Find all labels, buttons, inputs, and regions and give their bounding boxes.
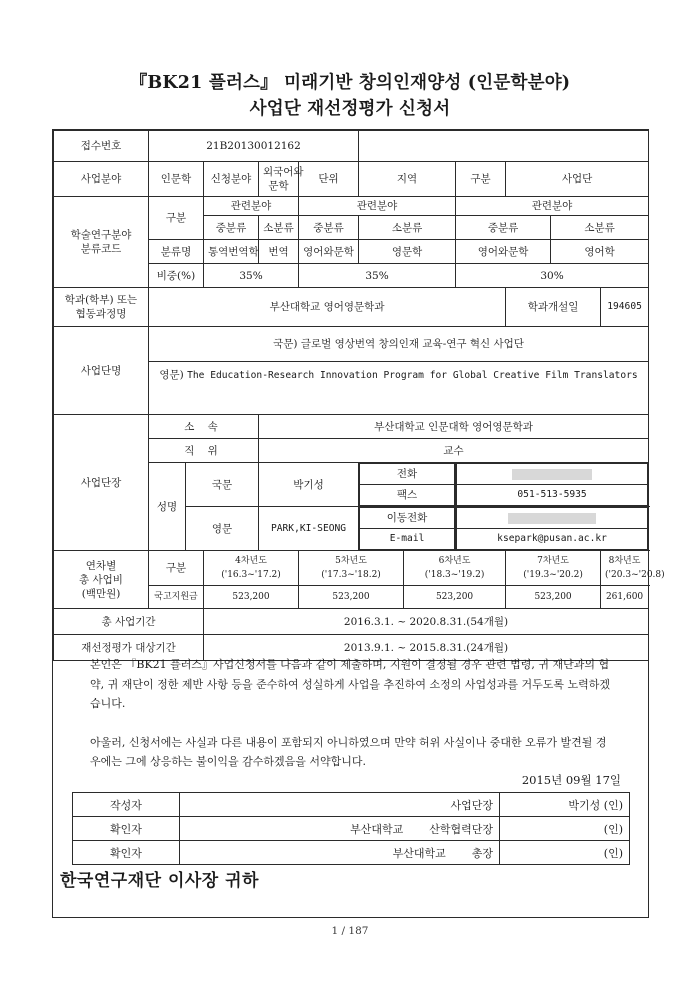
total-period-label: 총 사업기간: [54, 609, 204, 635]
director-affiliation-row: [54, 415, 649, 439]
contact-values-bottom: [456, 507, 649, 551]
signature-role-inner-3: [186, 845, 493, 861]
mid-class-label-3: 중분류: [456, 216, 551, 240]
research-group-header-2: 관련분야: [299, 197, 456, 216]
signature-role-label-2: 확인자: [73, 817, 180, 841]
position-value: 교수: [259, 439, 649, 463]
addressee: 한국연구재단 이사장 귀하: [60, 871, 259, 891]
eval-period-label: 재선정평가 대상기간: [54, 635, 204, 661]
sub-class-value-2: 영문학: [359, 240, 456, 264]
budget-year-2: 5차년도 ('17.3~'18.2): [299, 551, 404, 586]
weight-value-3: 30%: [456, 264, 649, 288]
signature-row: [73, 841, 630, 865]
name-korean-label: 국문: [186, 463, 259, 507]
budget-label: 연차별 총 사업비 (백만원): [54, 551, 149, 609]
program-name-english: 영문) The Education-Research Innovation Program for Global Creative Film Translators: [149, 362, 649, 415]
field-value: 인문학: [149, 162, 204, 197]
budget-header-row: [54, 551, 649, 586]
signature-role-1: [180, 793, 500, 817]
mobile-label: 이동전화: [360, 508, 455, 529]
eval-period-value: 2013.9.1. ~ 2015.8.31.(24개월): [204, 635, 649, 661]
signature-role-inner-1: [186, 797, 493, 813]
budget-amount-3: 523,200: [404, 586, 506, 609]
department-open-date-value: 194605: [601, 288, 649, 327]
budget-division-header: 구분: [149, 551, 204, 586]
title-line-2: 사업단 재선정평가 신청서: [249, 99, 451, 119]
field-row: [54, 162, 649, 197]
signature-org-2: 부산대학교: [350, 822, 404, 836]
receipt-label: 접수번호: [54, 131, 149, 162]
contact-labels-bottom: [359, 507, 456, 551]
signature-title-2: 산학협력단장: [429, 822, 493, 836]
mid-class-value-3: 영어와문학: [456, 240, 551, 264]
name-english-label: 영문: [186, 507, 259, 551]
pledge-paragraph-1: 본인은 『BK21 플러스』사업신청서를 다음과 같이 제출하며, 지원이 결정될 경우 관련 법령, 귀 재단과의 협약, 귀 재단이 정한 제반 사항 등을 준수하여 성실하게 사업을 추진하여 소정의 사업성과를 거두도록 노력하겠습니다.: [90, 658, 610, 710]
mid-class-value-1: 통역번역학: [204, 240, 259, 264]
research-division-header: 구분: [149, 197, 204, 240]
sub-class-label-3: 소분류: [551, 216, 649, 240]
signature-row: [73, 793, 630, 817]
program-name-korean: 국문) 글로벌 영상번역 창의인재 교육-연구 혁신 사업단: [149, 327, 649, 362]
group-label: 사업단: [506, 162, 649, 197]
research-code-label: 학술연구분야 분류코드: [54, 197, 149, 288]
department-open-date-label: 학과개설일: [506, 288, 601, 327]
page-footer: 1 / 187: [331, 925, 369, 937]
signature-role-inner-2: [186, 821, 493, 837]
apply-field-value: 외국어와 문학: [259, 162, 299, 197]
budget-year-5: 8차년도 ('20.3~'20.8): [601, 551, 649, 586]
fax-label: 팩스: [360, 485, 455, 506]
unit-label: 단위: [299, 162, 359, 197]
signature-table: [72, 792, 630, 865]
signature-name-1[interactable]: 박기성 (인): [500, 793, 630, 817]
weight-value-2: 35%: [299, 264, 456, 288]
total-period-row: [54, 609, 649, 635]
receipt-empty: [359, 131, 649, 162]
region-label: 지역: [359, 162, 456, 197]
program-name-english-value: The Education-Research Innovation Program for Global Creative Film Translators: [187, 370, 638, 381]
fax-value: 051-513-5935: [457, 485, 648, 506]
email-value: ksepark@pusan.ac.kr: [457, 529, 648, 550]
position-label: 직 위: [149, 439, 259, 463]
phone-label: 전화: [360, 464, 455, 485]
pledge-paragraph-2: 아울러, 신청서에는 사실과 다른 내용이 포함되지 아니하였으며 만약 허위 사실이나 중대한 오류가 발견될 경우에는 그에 상응하는 불이익을 감수하겠음을 서약합니다.: [90, 735, 607, 768]
budget-year-3: 6차년도 ('18.3~'19.2): [404, 551, 506, 586]
sub-class-value-3: 영어학: [551, 240, 649, 264]
contact-labels-top: [359, 463, 456, 507]
class-name-label: 분류명: [149, 240, 204, 264]
signature-row: [73, 817, 630, 841]
mid-class-value-2: 영어와문학: [299, 240, 359, 264]
signature-title-3: 총장: [471, 846, 493, 860]
budget-amount-4: 523,200: [506, 586, 601, 609]
program-name-korean-row: [54, 327, 649, 362]
page-title: [0, 70, 700, 122]
signature-role-3: [180, 841, 500, 865]
phone-redaction: [512, 469, 592, 480]
budget-amount-5: 261,600: [601, 586, 649, 609]
type-label: 구분: [456, 162, 506, 197]
signature-name-2[interactable]: (인): [500, 817, 630, 841]
department-label: 학과(학부) 또는 협동과정명: [54, 288, 149, 327]
budget-amount-1: 523,200: [204, 586, 299, 609]
budget-amount-2: 523,200: [299, 586, 404, 609]
apply-field-label: 신청분야: [204, 162, 259, 197]
mid-class-label-1: 중분류: [204, 216, 259, 240]
weight-label: 비중(%): [149, 264, 204, 288]
weight-value-1: 35%: [204, 264, 299, 288]
receipt-row: [54, 131, 649, 162]
total-period-value: 2016.3.1. ~ 2020.8.31.(54개월): [204, 609, 649, 635]
name-english-value: PARK,KI-SEONG: [259, 507, 359, 551]
budget-year-1: 4차년도 ('16.3~'17.2): [204, 551, 299, 586]
email-label: E-mail: [360, 529, 455, 550]
director-label: 사업단장: [54, 415, 149, 551]
field-label: 사업분야: [54, 162, 149, 197]
research-group-header-3: 관련분야: [456, 197, 649, 216]
signature-role-label-1: 작성자: [73, 793, 180, 817]
funding-label: 국고지원금: [149, 586, 204, 609]
department-row: [54, 288, 649, 327]
title-line-1: 『BK21 플러스』 미래기반 창의인재양성 (인문학분야): [129, 73, 571, 93]
signature-name-3[interactable]: (인): [500, 841, 630, 865]
program-name-label: 사업단명: [54, 327, 149, 415]
name-korean-value: 박기성: [259, 463, 359, 507]
signature-role-2: [180, 817, 500, 841]
sub-class-label-2: 소분류: [359, 216, 456, 240]
mid-class-label-2: 중분류: [299, 216, 359, 240]
research-group-header-1: 관련분야: [204, 197, 299, 216]
signature-role-label-3: 확인자: [73, 841, 180, 865]
contact-values-top: [456, 463, 649, 507]
mobile-value: [457, 508, 648, 529]
budget-year-4: 7차년도 ('19.3~'20.2): [506, 551, 601, 586]
signature-title-1: 사업단장: [450, 798, 493, 812]
submission-date: 2015년 09월 17일: [521, 773, 621, 787]
research-group-header-row: [54, 197, 649, 216]
signature-table-wrapper: [72, 792, 629, 865]
mobile-redaction: [508, 513, 596, 524]
affiliation-value: 부산대학교 인문대학 영어영문학과: [259, 415, 649, 439]
name-label: 성명: [149, 463, 186, 551]
phone-value: [457, 464, 648, 485]
sub-class-value-1: 번역: [259, 240, 299, 264]
department-value: 부산대학교 영어영문학과: [149, 288, 506, 327]
sub-class-label-1: 소분류: [259, 216, 299, 240]
receipt-value: 21B20130012162: [149, 131, 359, 162]
affiliation-label: 소 속: [149, 415, 259, 439]
signature-org-3: 부산대학교: [392, 846, 446, 860]
pledge-text: [52, 655, 649, 772]
form-table: [53, 130, 665, 661]
